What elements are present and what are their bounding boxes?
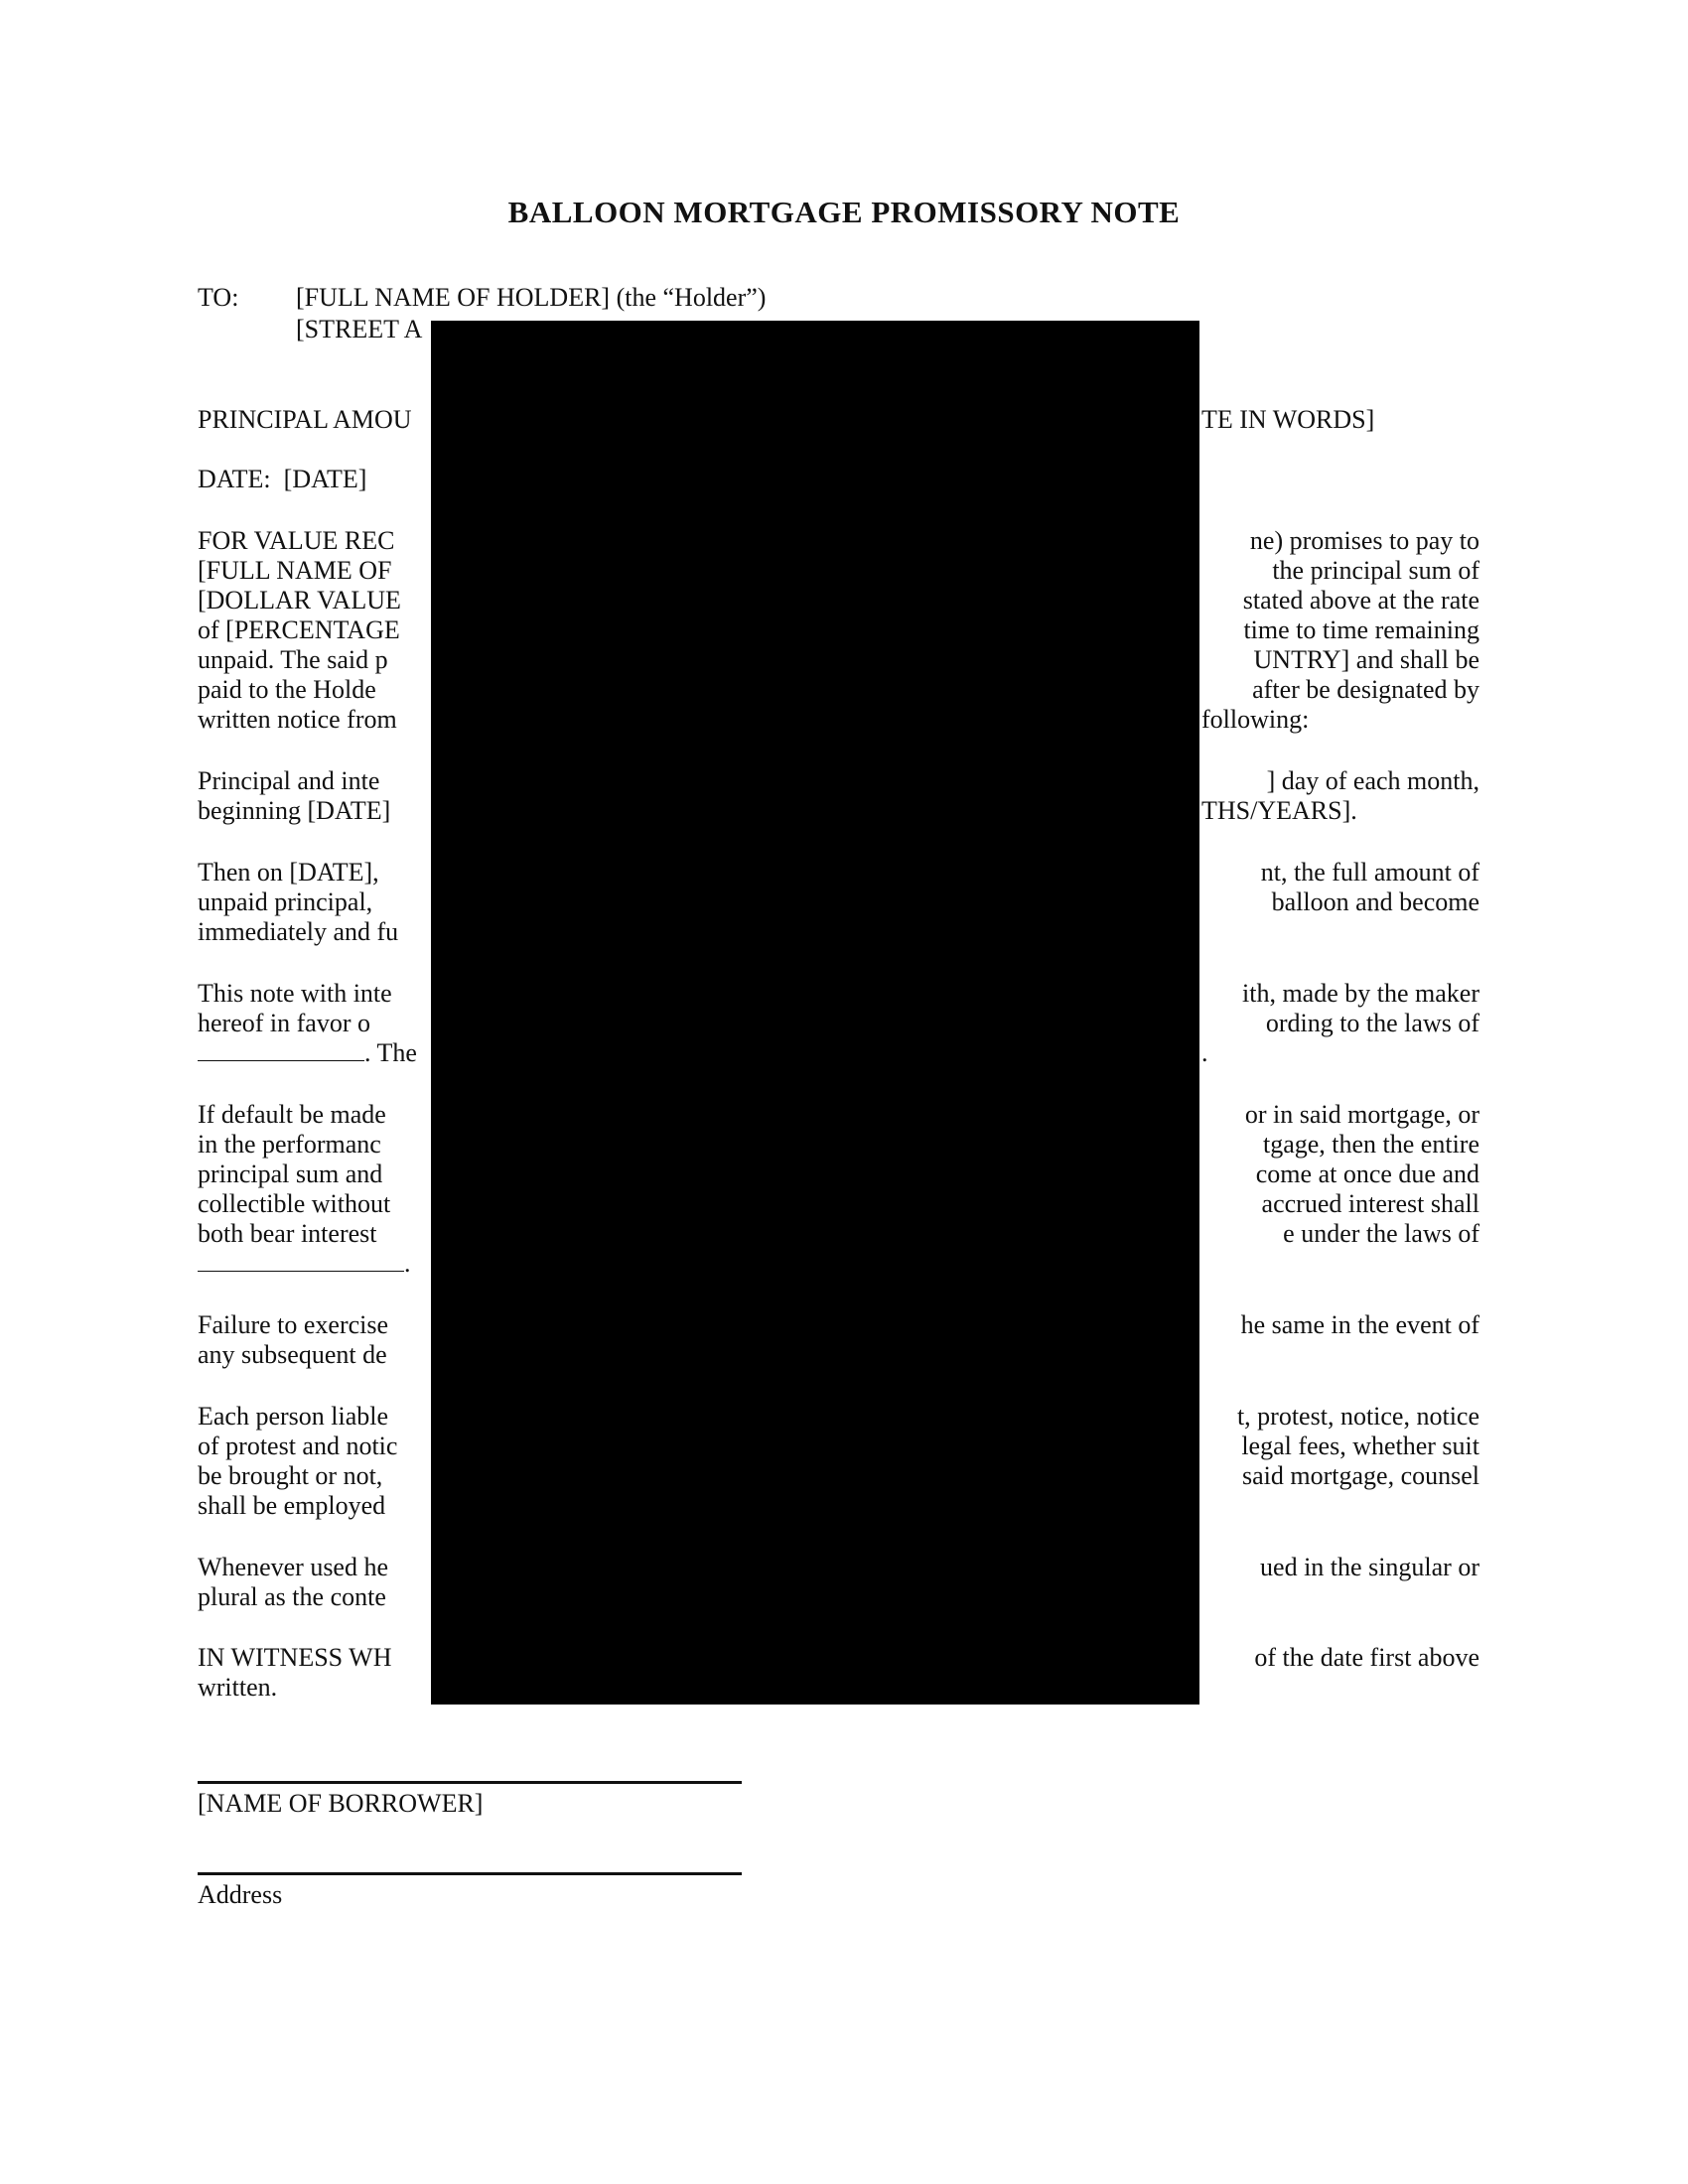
para8-left-line: plural as the conte bbox=[198, 1582, 386, 1611]
para1-right-line: the principal sum of bbox=[1272, 556, 1479, 585]
para1-right-line: ne) promises to pay to bbox=[1249, 526, 1479, 555]
para5-left-line: . bbox=[404, 1249, 411, 1278]
redaction-block bbox=[431, 321, 1199, 1705]
para9-right-line: of the date first above bbox=[1254, 1643, 1479, 1672]
para1-right-line: time to time remaining bbox=[1243, 615, 1479, 644]
para1-left-line: of [PERCENTAGE bbox=[198, 615, 400, 644]
para3-right-line: balloon and become bbox=[1271, 887, 1479, 916]
para6-left-line: any subsequent de bbox=[198, 1340, 387, 1369]
para4-right-line: ith, made by the maker bbox=[1242, 979, 1479, 1008]
para7-right-line: t, protest, notice, notice bbox=[1236, 1402, 1479, 1431]
para1-right-line: following: bbox=[1201, 705, 1310, 734]
blank-field bbox=[198, 1059, 364, 1061]
para7-left-line: be brought or not, bbox=[198, 1461, 383, 1490]
para1-right-line: after be designated by bbox=[1252, 675, 1479, 704]
para5-right-line: or in said mortgage, or bbox=[1244, 1100, 1479, 1129]
para8-left-line: Whenever used he bbox=[198, 1553, 389, 1581]
para7-left-line: shall be employed bbox=[198, 1491, 386, 1520]
para5-left-line: in the performanc bbox=[198, 1130, 381, 1159]
para8-right-line: ued in the singular or bbox=[1260, 1553, 1479, 1581]
para1-right-line: stated above at the rate bbox=[1242, 586, 1479, 614]
para7-left-line: of protest and notic bbox=[198, 1432, 398, 1460]
para3-right-line: nt, the full amount of bbox=[1260, 858, 1479, 887]
para6-right-line: he same in the event of bbox=[1240, 1310, 1479, 1339]
para4-blank-line bbox=[198, 1038, 417, 1068]
para7-left-line: Each person liable bbox=[198, 1402, 389, 1431]
para5-right-line: e under the laws of bbox=[1283, 1219, 1479, 1248]
para4-left-line: This note with inte bbox=[198, 979, 392, 1008]
para1-left-line: paid to the Holde bbox=[198, 675, 376, 704]
para1-left-line: [DOLLAR VALUE bbox=[198, 586, 401, 614]
para2-right-line: ] day of each month, bbox=[1266, 766, 1479, 795]
para3-left-line: Then on [DATE], bbox=[198, 858, 379, 887]
date-label: DATE: bbox=[198, 465, 271, 493]
para2-left-line: beginning [DATE] bbox=[198, 796, 391, 825]
para9-left-line: IN WITNESS WH bbox=[198, 1643, 392, 1672]
para4-right-line: ording to the laws of bbox=[1265, 1009, 1479, 1037]
para3-left-line: immediately and fu bbox=[198, 917, 399, 946]
para1-left-line: FOR VALUE REC bbox=[198, 526, 395, 555]
principal-left: PRINCIPAL AMOU bbox=[198, 405, 412, 434]
para6-left-line: Failure to exercise bbox=[198, 1310, 389, 1339]
para4-left-line: hereof in favor o bbox=[198, 1009, 370, 1037]
para2-right-line: THS/YEARS]. bbox=[1201, 796, 1357, 825]
para4-right-line: . bbox=[1201, 1038, 1208, 1067]
para5-blank-line bbox=[198, 1249, 411, 1279]
para2-left-line: Principal and inte bbox=[198, 766, 380, 795]
para7-right-line: said mortgage, counsel bbox=[1242, 1461, 1479, 1490]
para1-left-line: [FULL NAME OF bbox=[198, 556, 392, 585]
para1-left-line: unpaid. The said p bbox=[198, 645, 388, 674]
address-line bbox=[198, 1872, 742, 1875]
para1-left-line: written notice from bbox=[198, 705, 397, 734]
para9-left-line: written. bbox=[198, 1673, 278, 1702]
holder-line: [FULL NAME OF HOLDER] (the “Holder”) bbox=[296, 283, 767, 312]
para5-left-line: collectible without bbox=[198, 1189, 391, 1218]
para5-left-line: If default be made bbox=[198, 1100, 386, 1129]
para7-right-line: legal fees, whether suit bbox=[1241, 1432, 1479, 1460]
para5-right-line: tgage, then the entire bbox=[1262, 1130, 1479, 1159]
street-line: [STREET A bbox=[296, 315, 423, 343]
para4-left-line: . The bbox=[364, 1038, 417, 1067]
principal-right: TE IN WORDS] bbox=[1201, 405, 1375, 434]
date-value: [DATE] bbox=[283, 465, 367, 493]
para3-left-line: unpaid principal, bbox=[198, 887, 373, 916]
address-label: Address bbox=[198, 1880, 283, 1909]
document-title: BALLOON MORTGAGE PROMISSORY NOTE bbox=[507, 195, 1181, 229]
borrower-signature-line bbox=[198, 1781, 742, 1784]
para5-right-line: come at once due and bbox=[1255, 1160, 1479, 1188]
date-line bbox=[198, 465, 366, 494]
para5-left-line: principal sum and bbox=[198, 1160, 383, 1188]
para1-right-line: UNTRY] and shall be bbox=[1253, 645, 1479, 674]
to-label: TO: bbox=[198, 283, 239, 312]
borrower-name-label: [NAME OF BORROWER] bbox=[198, 1789, 484, 1818]
para5-right-line: accrued interest shall bbox=[1261, 1189, 1479, 1218]
blank-field bbox=[198, 1270, 404, 1272]
para5-left-line: both bear interest bbox=[198, 1219, 377, 1248]
